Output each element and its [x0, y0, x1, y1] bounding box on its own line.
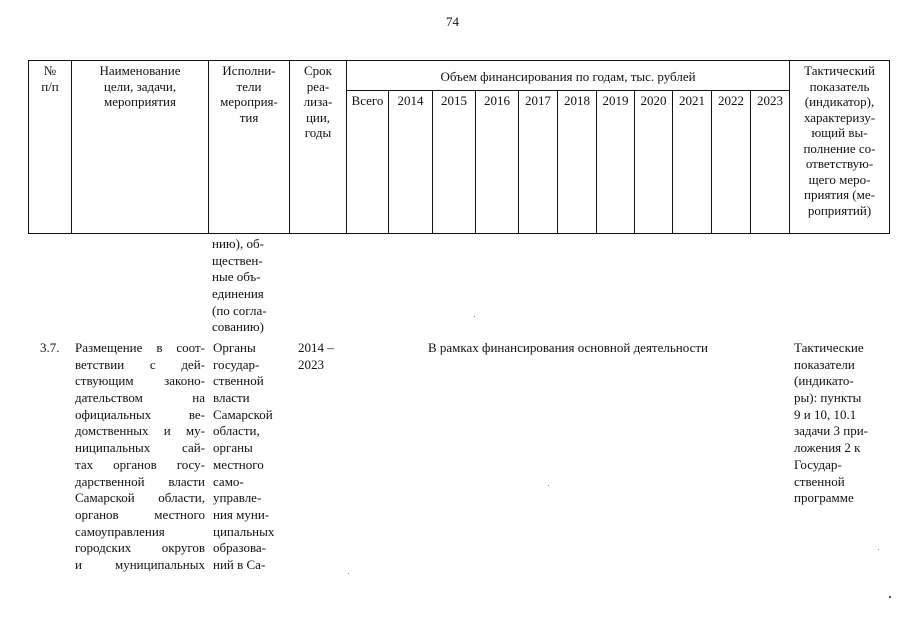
row-executor-line: ния муни- [213, 506, 270, 522]
year-col-border [672, 90, 673, 234]
header-name [72, 63, 208, 110]
scan-speck [878, 549, 879, 550]
header-indicator-line: ответствую- [805, 156, 874, 171]
funding-col-year: 2015 [441, 93, 467, 108]
funding-col-year: 2021 [679, 93, 705, 108]
header-executor-line: тия [239, 109, 259, 125]
row-number: 3.7. [40, 340, 60, 355]
continuation-line: сованию) [212, 319, 264, 335]
year-col-border [711, 90, 712, 234]
header-term-line: годы [304, 125, 332, 140]
funding-subheader-line [346, 90, 789, 91]
year-col-border [557, 90, 558, 234]
row-name-line: ветствии с дей- [75, 356, 205, 372]
row-term [298, 340, 334, 373]
page-number: 74 [446, 14, 459, 29]
header-indicator-line: роприятий) [807, 202, 872, 218]
row-name [75, 340, 205, 574]
header-indicator-line: показатель [809, 78, 870, 94]
row-executor-line: Самарской [213, 406, 273, 422]
continuation-line: единения [212, 286, 264, 302]
row-indicator-line: Тактические [794, 340, 864, 355]
continuation-line: ные объ- [212, 269, 261, 285]
year-col-border [388, 90, 389, 234]
funding-title: Объем финансирования по годам, тыс. рублей [440, 69, 696, 84]
scan-speck [889, 596, 891, 598]
row-indicator-line: ложения 2 к [794, 440, 861, 456]
row-executor-line: местного [213, 456, 264, 472]
row-name-line: и муниципальных [75, 556, 205, 572]
row-indicator-line: ственной [794, 473, 845, 489]
header-indicator-line: характеризу- [803, 109, 876, 125]
row-executor-line: ципальных [213, 523, 275, 539]
scan-speck [474, 316, 475, 317]
header-num [29, 63, 71, 94]
row-indicator-line: показатели [794, 356, 855, 372]
row-indicator-line: 9 и 10, 10.1 [794, 406, 857, 422]
header-term-line: Срок [304, 63, 332, 78]
table-bottom-border [28, 233, 890, 234]
continuation-line: ществен- [212, 252, 263, 268]
row-name-line: Размещение в соот- [75, 340, 205, 355]
row-executor-line: области, [213, 423, 260, 439]
row-name-line: ниципальных сай- [75, 440, 205, 456]
funding-col-total: Всего [351, 93, 384, 108]
year-col-border [634, 90, 635, 234]
year-col-border [596, 90, 597, 234]
col-border [346, 60, 347, 234]
header-indicator-line: ющий вы- [811, 125, 868, 140]
header-term-line: ции, [305, 109, 331, 125]
row-name-line: органов местного [75, 506, 205, 522]
header-executor-line: тели [236, 78, 262, 94]
row-executor-line: ний в Са- [213, 556, 266, 572]
continuation-executor [212, 236, 267, 336]
row-executor-line: управле- [213, 490, 262, 506]
row-executor-line: органы [213, 440, 253, 456]
header-num-line: п/п [41, 78, 59, 94]
row-executor-line: ственной [213, 373, 264, 389]
year-col-border [432, 90, 433, 234]
row-executor-line: государ- [213, 356, 260, 372]
row-name-line: самоуправления [75, 523, 165, 539]
row-name-line: ствующим законо- [75, 373, 205, 389]
row-name-line: официальных ве- [75, 406, 205, 422]
row-indicator-line: Государ- [794, 456, 842, 472]
scan-speck [348, 573, 349, 574]
header-term-line: лиза- [303, 94, 333, 109]
row-executor-line: образова- [213, 540, 267, 556]
row-name-line: тах органов госу- [75, 456, 205, 472]
funding-col-year: 2014 [397, 93, 424, 108]
header-executor [209, 63, 289, 125]
funding-col-year: 2022 [718, 93, 744, 108]
header-indicator-line: щего меро- [808, 171, 871, 187]
funding-col-year: 2019 [602, 93, 629, 108]
year-col-border [475, 90, 476, 234]
header-indicator-line: (индикатор), [804, 94, 875, 109]
header-executor-line: Исполни- [222, 63, 276, 78]
row-indicator [794, 340, 868, 507]
header-indicator-line: приятия (ме- [804, 187, 875, 202]
header-name-line: мероприятия [103, 94, 176, 109]
col-border [889, 60, 890, 234]
header-indicator-line: полнение со- [803, 140, 876, 156]
row-executor-line: само- [213, 473, 244, 489]
continuation-line: (по согла- [212, 302, 267, 318]
funding-col-year: 2018 [564, 93, 590, 108]
year-col-border [518, 90, 519, 234]
row-indicator-line: программе [794, 490, 854, 506]
header-executor-line: мероприя- [220, 94, 278, 109]
row-name-line: Самарской области, [75, 490, 205, 506]
row-indicator-line: задачи 3 при- [794, 423, 869, 439]
funding-col-year: 2017 [525, 93, 551, 108]
row-name-line: дательством на [75, 390, 205, 406]
continuation-line: нию), об- [212, 236, 264, 251]
header-num-line: № [43, 63, 57, 78]
table-top-border [28, 60, 890, 61]
header-name-line: Наименование [99, 63, 181, 78]
row-executor-line: власти [213, 390, 250, 406]
row-indicator-line: ры): пункты [794, 390, 862, 406]
funding-col-year: 2023 [757, 93, 783, 108]
row-executor-line: Органы [213, 340, 256, 355]
row-name-line: дарственной власти [75, 473, 205, 489]
funding-col-year: 2016 [484, 93, 510, 108]
year-col-border [750, 90, 751, 234]
row-name-line: городских округов [75, 540, 205, 556]
header-name-line: цели, задачи, [103, 78, 177, 94]
funding-col-year: 2020 [640, 93, 667, 108]
scan-speck [548, 485, 549, 486]
row-executor [213, 340, 274, 574]
row-indicator-line: (индикато- [794, 373, 854, 389]
header-term-line: реа- [306, 78, 330, 94]
header-indicator [790, 63, 889, 218]
row-term-line: 2014 – [298, 340, 334, 355]
header-term [290, 63, 346, 141]
row-term-line: 2023 [298, 356, 324, 372]
row-funding: В рамках финансирования основной деятельности [427, 340, 708, 355]
row-name-line: домственных и му- [75, 423, 205, 439]
header-indicator-line: Тактический [804, 63, 875, 78]
